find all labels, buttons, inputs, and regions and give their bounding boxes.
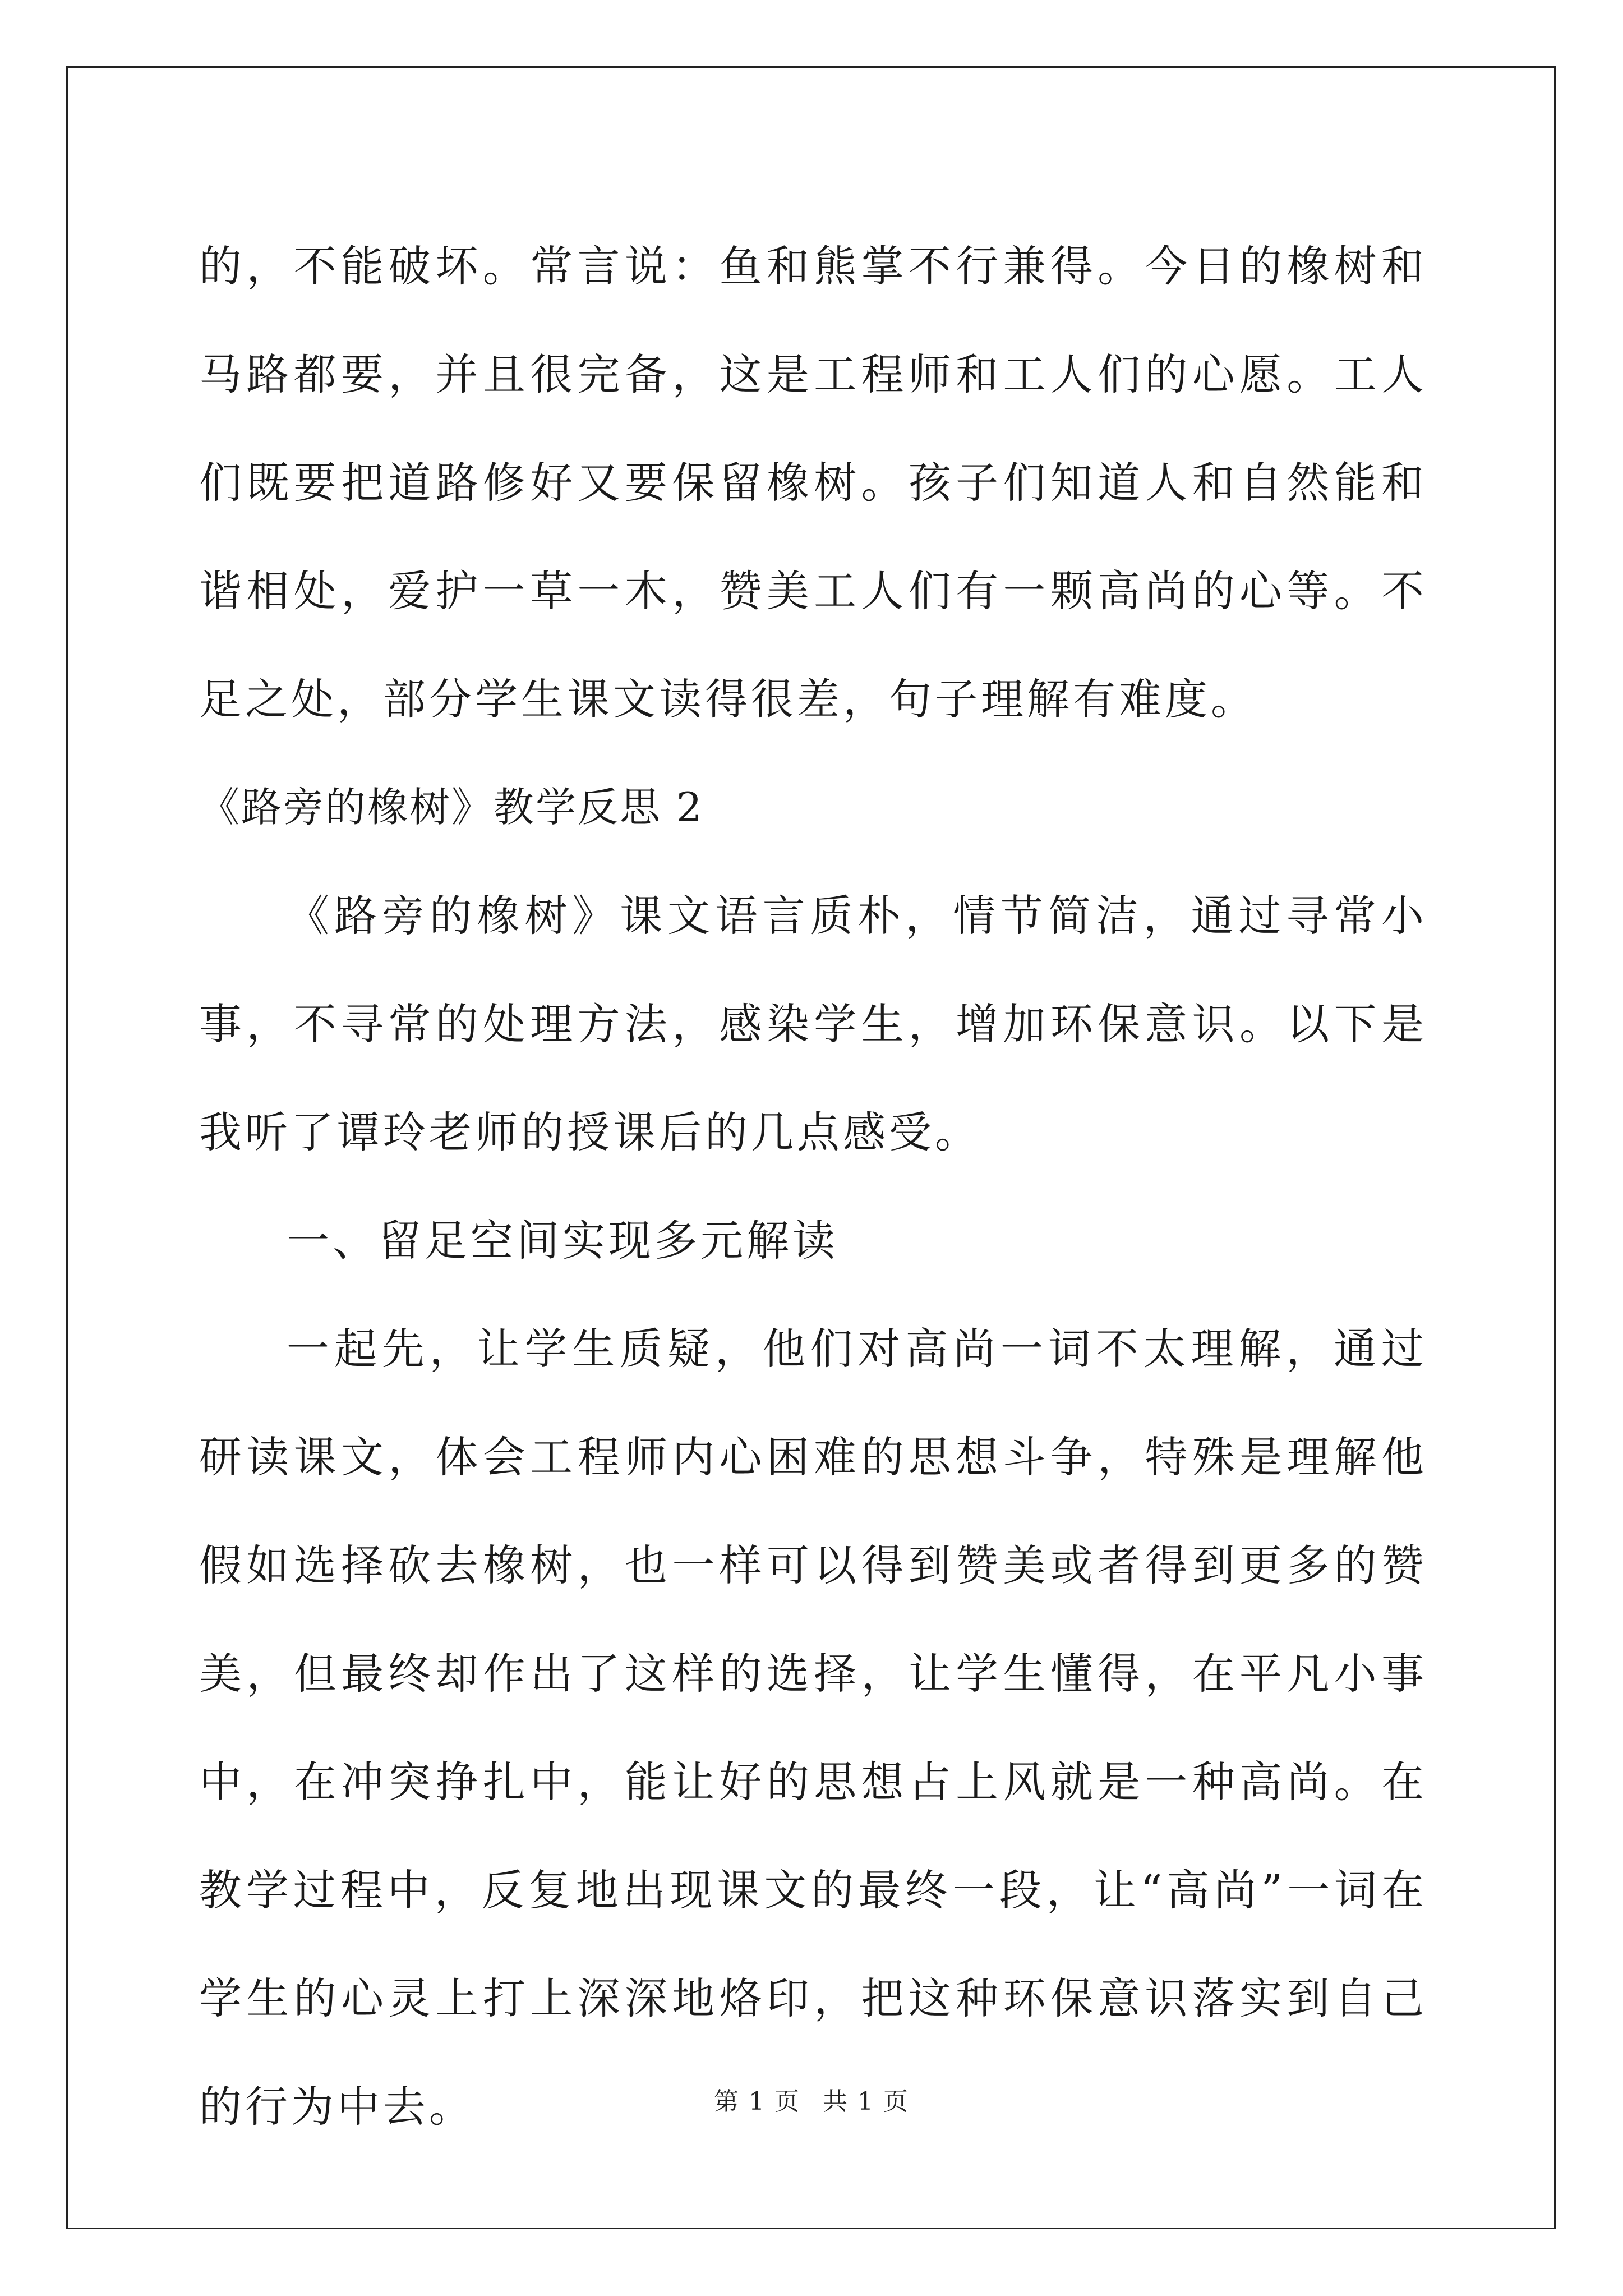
paragraph-continuation: 的，不能破坏。常言说：鱼和熊掌不行兼得。今日的橡树和马路都要，并且很完备，这是工程师和工人们的心愿。工人们既要把道路修好又要保留橡树。孩子们知道人和自然能和谐相处，爱护一草一木，赞美工人们有一颗高尚的心等。不足之处，部分学生课文读得很差，句子理解有难度。: [199, 241, 1427, 724]
page-total: 共 1 页: [823, 2087, 909, 2116]
page-footer: [0, 2081, 1623, 2117]
paragraph-body: 一起先，让学生质疑，他们对高尚一词不太理解，通过研读课文，体会工程师内心困难的思想斗争，特殊是理解他假如选择砍去橡树，也一样可以得到赞美或者得到更多的赞美，但最终却作出了这样的选择，让学生懂得，在平凡小事中，在冲突挣扎中，能让好的思想占上风就是一种高尚。在教学过程中，反复地出现课文的最终一段，让“高尚”一词在学生的心灵上打上深深地烙印，把这种环保意识落实到自己的行为中去。: [199, 1324, 1427, 2132]
paragraph-intro: 《路旁的橡树》课文语言质朴，情节简洁，通过寻常小事，不寻常的处理方法，感染学生，增加环保意识。以下是我听了谭玲老师的授课后的几点感受。: [199, 891, 1427, 1157]
subheading-one: 一、留足空间实现多元解读: [287, 1216, 838, 1266]
section-heading: 《路旁的橡树》教学反思 2: [199, 784, 704, 831]
page-number: 第 1 页: [714, 2087, 800, 2116]
document-body: [199, 212, 1427, 2161]
